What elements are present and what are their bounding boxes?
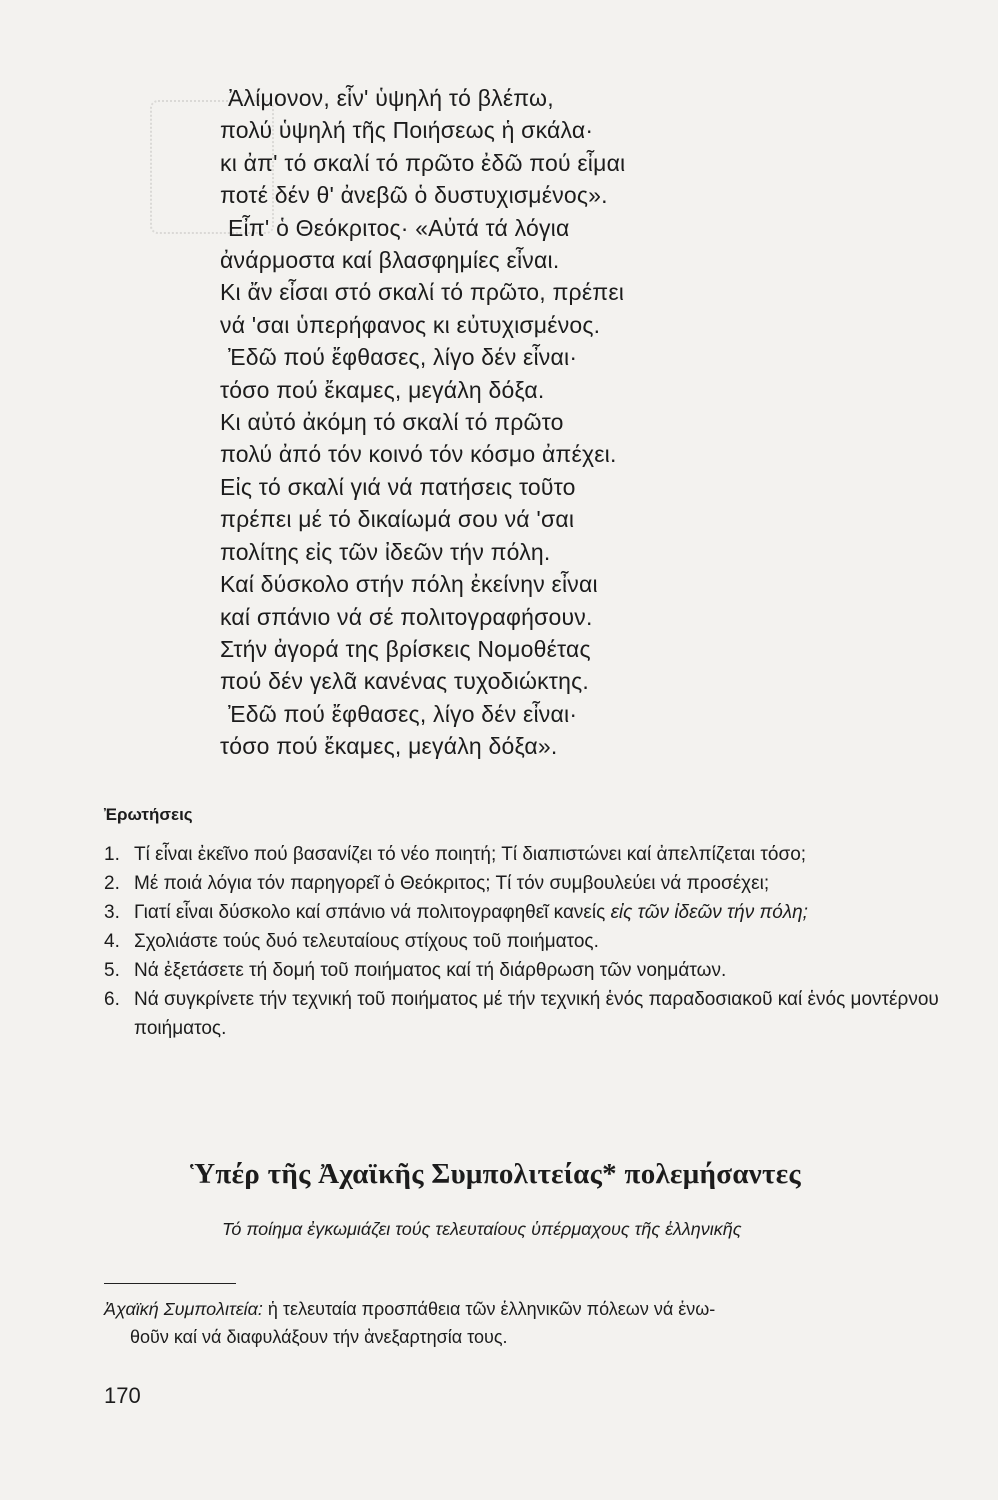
page-number: 170 [104, 1383, 141, 1408]
poem-line: πολίτης εἰς τῶν ἰδεῶν τήν πόλη. [220, 538, 551, 565]
question-item [104, 927, 954, 956]
question-italic-phrase: εἰς τῶν ἰδεῶν τήν πόλη; [610, 902, 808, 923]
poem-line: τόσο πού ἔκαμες, μεγάλη δόξα». [220, 733, 558, 760]
question-number: 3. [104, 902, 120, 923]
questions-list [104, 840, 954, 1043]
footnote-divider [104, 1283, 236, 1284]
poem-line: Εἰς τό σκαλί γιά νά πατήσεις τοῦτο [220, 473, 576, 500]
question-item [104, 869, 954, 898]
question-text: Τί εἶναι ἐκεῖνο πού βασανίζει τό νέο ποιητή; Τί διαπιστώνει καί ἀπελπίζεται τόσο; [134, 844, 807, 865]
poem-line: Καί δύσκολο στήν πόλη ἐκείνην εἶναι [220, 571, 598, 598]
footnote-line-1: ἡ τελευταία προσπάθεια τῶν ἑλληνικῶν πόλεων νά ἑνω- [262, 1299, 716, 1319]
footnote [104, 1295, 944, 1351]
poem-line: πρέπει μέ τό δικαίωμά σου νά 'σαι [220, 506, 575, 533]
question-text: Σχολιάστε τούς δυό τελευταίους στίχους τοῦ ποιήματος. [134, 931, 599, 952]
question-item [104, 985, 954, 1043]
question-item [104, 956, 954, 985]
next-poem-title: Ὑπέρ τῆς Ἀχαϊκῆς Συμπολιτείας* πολεμήσαντες [190, 1158, 801, 1190]
next-poem-subtitle: Τό ποίημα ἐγκωμιάζει τούς τελευταίους ὑπέρμαχους τῆς ἑλληνικῆς [222, 1219, 742, 1239]
question-number: 5. [104, 960, 120, 981]
poem-line: νά 'σαι ὑπερήφανος κι εὐτυχισμένος. [220, 311, 601, 338]
question-text: Μέ ποιά λόγια τόν παρηγορεῖ ὁ Θεόκριτος; Τί τόν συμβουλεύει νά προσέχει; [134, 873, 770, 894]
question-number: 2. [104, 873, 120, 894]
question-text: Νά ἐξετάσετε τή δομή τοῦ ποιήματος καί τή διάρθρωση τῶν νοημάτων. [134, 960, 727, 981]
question-number: 1. [104, 844, 120, 865]
question-number: 4. [104, 931, 120, 952]
poem-line: Στήν ἀγορά της βρίσκεις Νομοθέτας [220, 635, 591, 662]
footnote-term: Ἀχαϊκή Συμπολιτεία: [104, 1299, 263, 1319]
poem-line: ἀνάρμοστα καί βλασφημίες εἶναι. [220, 247, 560, 274]
poem-text [220, 82, 780, 763]
poem-line: τόσο πού ἔκαμες, μεγάλη δόξα. [220, 376, 545, 403]
poem-line: Κι ἄν εἶσαι στό σκαλί τό πρῶτο, πρέπει [220, 279, 625, 306]
question-number: 6. [104, 989, 120, 1010]
poem-line: Ἐδῶ πού ἔφθασες, λίγο δέν εἶναι· [228, 344, 578, 371]
question-text: Γιατί εἶναι δύσκολο καί σπάνιο νά πολιτογραφηθεῖ κανείς [134, 902, 611, 923]
poem-line: κι ἀπ' τό σκαλί τό πρῶτο ἐδῶ πού εἶμαι [220, 149, 626, 176]
poem-line: Κι αὐτό ἀκόμη τό σκαλί τό πρῶτο [220, 409, 564, 436]
question-item [104, 840, 954, 869]
poem-line: Εἶπ' ὁ Θεόκριτος· «Αὐτά τά λόγια [228, 214, 570, 241]
poem-line: Ἐδῶ πού ἔφθασες, λίγο δέν εἶναι· [228, 700, 578, 727]
poem-line: πολύ ἀπό τόν κοινό τόν κόσμο ἀπέχει. [220, 441, 617, 468]
poem-line: ποτέ δέν θ' ἀνεβῶ ὁ δυστυχισμένος». [220, 182, 608, 209]
question-item [104, 898, 954, 927]
questions-heading: Ἐρωτήσεις [104, 805, 193, 824]
poem-line: Ἀλίμονον, εἶν' ὑψηλή τό βλέπω, [228, 85, 554, 111]
poem-line: πού δέν γελᾶ κανένας τυχοδιώκτης. [220, 668, 589, 695]
poem-line: καί σπάνιο νά σέ πολιτογραφήσουν. [220, 603, 593, 630]
question-text: Νά συγκρίνετε τήν τεχνική τοῦ ποιήματος μέ τήν τεχνική ἑνός παραδοσιακοῦ καί ἑνός μοντέρνου ποιήματος. [134, 989, 939, 1039]
footnote-line-2: θοῦν καί νά διαφυλάξουν τήν ἀνεξαρτησία τους. [130, 1327, 508, 1347]
poem-line: πολύ ὑψηλή τῆς Ποιήσεως ἡ σκάλα· [220, 117, 594, 144]
